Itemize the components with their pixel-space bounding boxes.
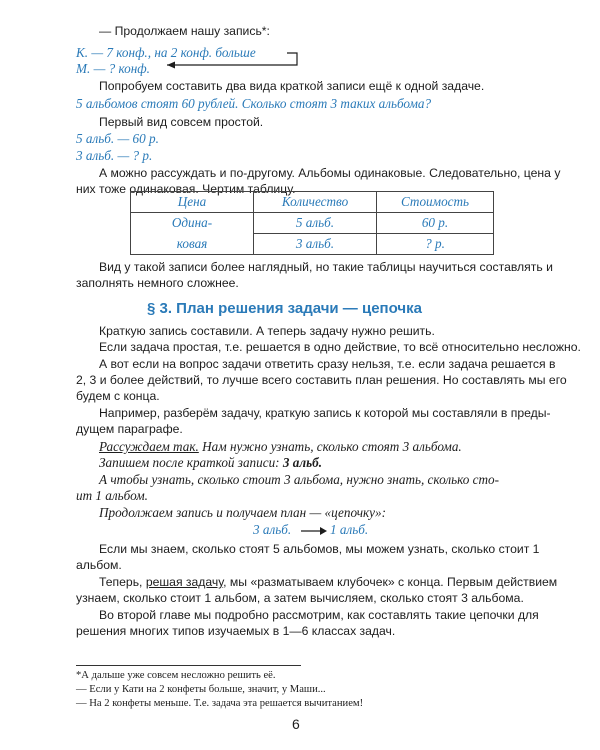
- unwind-underlined: решая задачу: [145, 575, 224, 589]
- table-header-row: [131, 192, 494, 213]
- short-note2-line-1: 5 альб. — 60 р.: [76, 131, 159, 146]
- reasoning-line-2: [99, 455, 322, 471]
- table-cell: 60 р.: [377, 213, 494, 234]
- paragraph-other-way-line-2: них тоже одинаковая. Чертим таблицу.: [76, 182, 296, 196]
- chain-arrow-icon: [300, 522, 328, 536]
- reasoning-line-5: Продолжаем запись и получаем план — «цепочку»:: [99, 505, 387, 520]
- paragraph-solve: Краткую запись составили. А теперь задачу нужно решить.: [99, 324, 435, 338]
- short-note-line-2: М. — ? конф.: [76, 61, 150, 76]
- reasoning-line-4: ит 1 альбом.: [76, 488, 148, 503]
- table-cell: 3 альб.: [254, 234, 377, 255]
- table-header-cell: Цена: [131, 192, 254, 213]
- reasoning-line-2-bold: 3 альб.: [282, 455, 323, 470]
- paragraph-chapter-two-line-2: решения многих типов изучаемых в 1—6 классах задач.: [76, 624, 396, 638]
- paragraph-chapter-two-line-1: Во второй главе мы подробно рассмотрим, как составлять такие цепочки для: [99, 608, 539, 622]
- table-row: [131, 234, 494, 255]
- chain-left: 3 альб.: [253, 522, 292, 537]
- price-table: [130, 191, 494, 255]
- footnote-1: *А дальше уже совсем несложно решить её.: [76, 670, 276, 681]
- footnote-3: — На 2 конфеты меньше. Т.е. задача эта решается вычитанием!: [76, 698, 364, 709]
- paragraph-plan-line-1: А вот если на вопрос задачи ответить сразу нельзя, т.е. если задача решается в: [99, 357, 556, 371]
- table-cell: 5 альб.: [254, 213, 377, 234]
- unwind-text-b: , мы «разматываем клубочек» с конца. Первым действием: [223, 575, 558, 589]
- paragraph-known-line-1: Если мы знаем, сколько стоят 5 альбомов, мы можем узнать, сколько стоит 1: [99, 542, 540, 556]
- short-note2-line-2: 3 альб. — ? р.: [76, 148, 153, 163]
- paragraph-example-line-2: дущем параграфе.: [76, 422, 183, 436]
- footnote-divider: [76, 665, 301, 666]
- chain-right: 1 альб.: [330, 522, 369, 537]
- paragraph-two-types: Попробуем составить два вида краткой записи ещё к одной задаче.: [99, 79, 485, 93]
- reasoning-line-2-text: Запишем после краткой записи:: [99, 455, 283, 470]
- paragraph-simple-task: Если задача простая, т.е. решается в одно действие, то всё относительно несложно.: [99, 340, 581, 354]
- short-note-line-1: К. — 7 конф., на 2 конф. больше: [76, 45, 256, 60]
- section-heading: § 3. План решения задачи — цепочка: [147, 300, 422, 317]
- unwind-text-a: Теперь,: [99, 575, 146, 589]
- paragraph-plan-line-3: будем с конца.: [76, 389, 160, 403]
- paragraph-unwind-line-2: узнаем, сколько стоит 1 альбом, а затем вычисляем, сколько стоят 3 альбома.: [76, 591, 524, 605]
- paragraph-known-line-2: альбом.: [76, 558, 122, 572]
- reasoning-lead: Рассуждаем так.: [99, 439, 199, 454]
- table-header-cell: Стоимость: [377, 192, 494, 213]
- page-number: 6: [292, 716, 300, 732]
- paragraph-continue-note: — Продолжаем нашу запись*:: [99, 24, 270, 38]
- table-row: [131, 213, 494, 234]
- paragraph-first-type: Первый вид совсем простой.: [99, 115, 264, 129]
- table-cell: ? р.: [377, 234, 494, 255]
- task-statement: 5 альбомов стоят 60 рублей. Сколько стоят 3 таких альбома?: [76, 96, 432, 111]
- table-header-cell: Количество: [254, 192, 377, 213]
- paragraph-other-way-line-1: А можно рассуждать и по-другому. Альбомы одинаковые. Следовательно, цена у: [99, 166, 561, 180]
- paragraph-table-view-line-1: Вид у такой записи более наглядный, но такие таблицы научиться составлять и: [99, 260, 553, 274]
- table-cell: ковая: [131, 234, 254, 255]
- table-cell: Одина-: [131, 213, 254, 234]
- paragraph-unwind-line-1: [99, 574, 557, 590]
- reasoning-line-3: А чтобы узнать, сколько стоит 3 альбома, нужно знать, сколько сто-: [99, 472, 500, 487]
- paragraph-example-line-1: Например, разберём задачу, краткую запись к которой мы составляли в преды-: [99, 406, 551, 420]
- reasoning-line-1: [99, 439, 462, 455]
- footnote-2: — Если у Кати на 2 конфеты больше, значит, у Маши...: [76, 684, 326, 695]
- bracket-arrow-icon: [155, 46, 305, 72]
- paragraph-plan-line-2: 2, 3 и более действий, то лучше всего составить план решения. Но составлять мы его: [76, 373, 567, 387]
- paragraph-table-view-line-2: заполнять немного сложнее.: [76, 276, 239, 290]
- reasoning-line-1-rest: Нам нужно узнать, сколько стоят 3 альбома.: [198, 439, 462, 454]
